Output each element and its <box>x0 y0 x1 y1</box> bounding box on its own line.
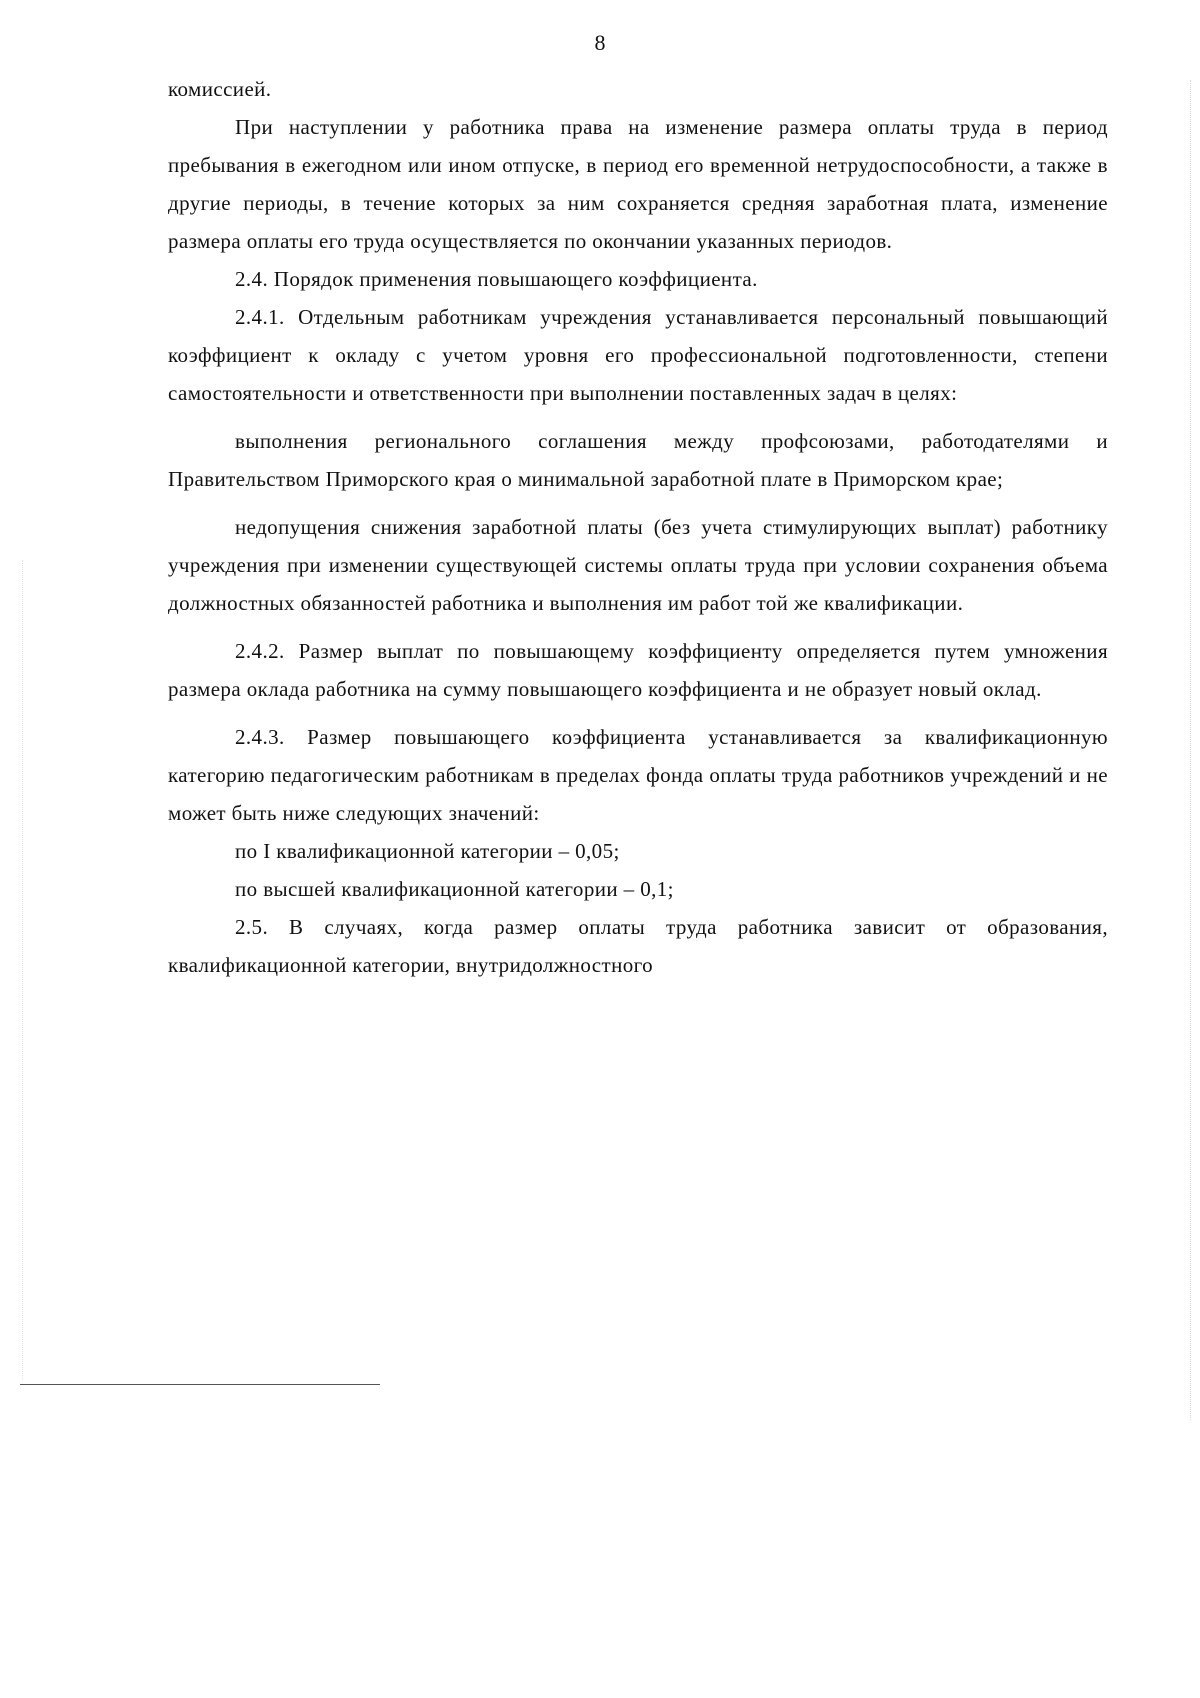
text-block-top <box>168 70 1108 984</box>
page-number: 8 <box>594 30 606 55</box>
paragraph-2-4-2: 2.4.2. Размер выплат по повышающему коэффициенту определяется путем умножения размера оклада работника на сумму повышающего коэффициента и не образует новый оклад. <box>168 639 1108 701</box>
scan-edge-right <box>1190 80 1192 1420</box>
footnote-rule <box>20 1384 380 1385</box>
paragraph-2-5: 2.5. В случаях, когда размер оплаты труда работника зависит от образования, квалификационной категории, внутридолжностного <box>168 915 1108 977</box>
paragraph-no-wage-reduction: недопущения снижения заработной платы (без учета стимулирующих выплат) работнику учреждения при изменении существующей системы оплаты труда при условии сохранения объема должностных обязанностей работника и выполнения им работ той же квалификации. <box>168 515 1108 615</box>
paragraph-2-4-1: 2.4.1. Отдельным работникам учреждения устанавливается персональный повышающий коэффициент к окладу с учетом уровня его профессиональной подготовленности, степени самостоятельности и ответственности при выполнении поставленных задач в целях: <box>168 305 1108 405</box>
scan-edge-left <box>22 560 24 1380</box>
paragraph-2-4-3: 2.4.3. Размер повышающего коэффициента устанавливается за квалификационную категорию педагогическим работникам в пределах фонда оплаты труда работников учреждений и не может быть ниже следующих значений: <box>168 725 1108 825</box>
paragraph-category-highest: по высшей квалификационной категории – 0,1; <box>235 877 674 901</box>
paragraph-category-first: по I квалификационной категории – 0,05; <box>235 839 620 863</box>
paragraph-commission: комиссией. <box>168 77 272 101</box>
paragraph-regional-agreement: выполнения регионального соглашения между профсоюзами, работодателями и Правительством Приморского края о минимальной заработной плате в Приморском крае; <box>168 429 1108 491</box>
paragraph-wage-change: При наступлении у работника права на изменение размера оплаты труда в период пребывания в ежегодном или ином отпуске, в период его временной нетрудоспособности, а также в другие периоды, в течение которых за ним сохраняется средняя заработная плата, изменение размера оплаты его труда осуществляется по окончании указанных периодов. <box>168 115 1108 253</box>
paragraph-2-4-heading: 2.4. Порядок применения повышающего коэффициента. <box>235 267 758 291</box>
